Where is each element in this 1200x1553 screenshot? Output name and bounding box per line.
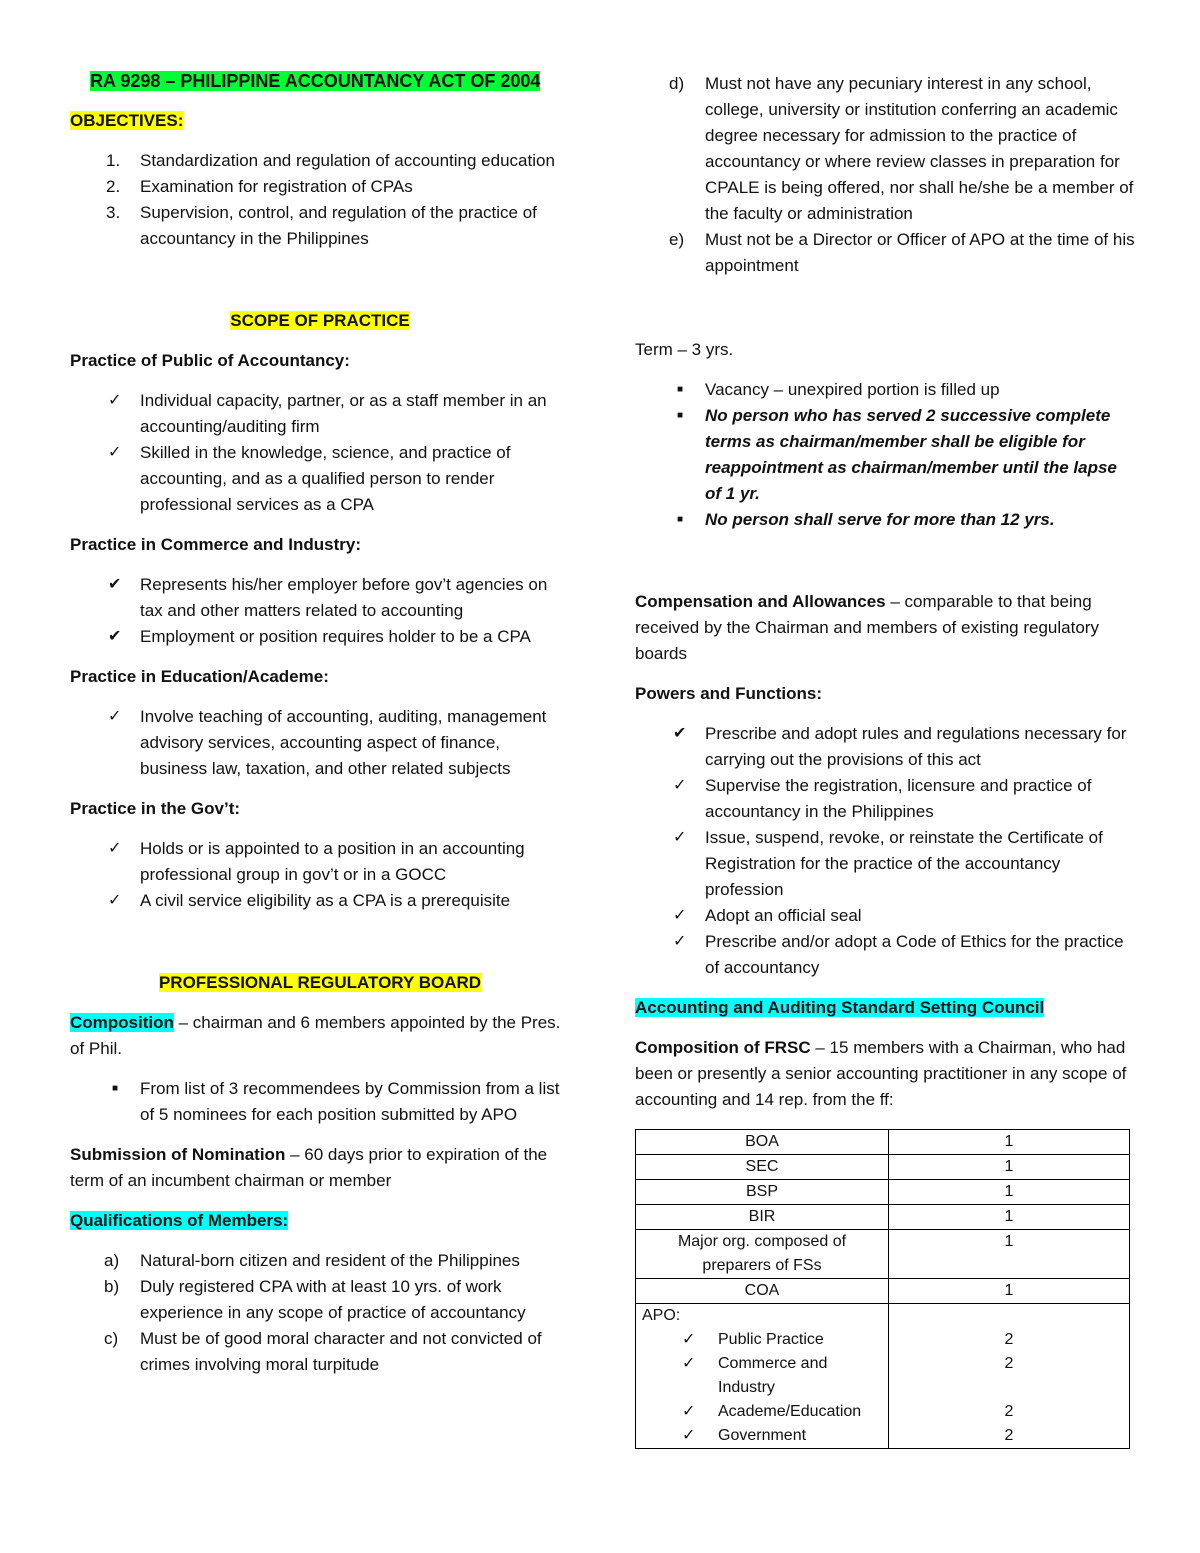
list-item: ■ No person shall serve for more than 12 yrs. — [635, 507, 1135, 533]
apo-count: 2 — [1004, 1427, 1014, 1444]
right-column — [635, 71, 1135, 1113]
list-item: ✓ Academe/Education — [642, 1400, 882, 1424]
square-bullet-icon: ■ — [677, 384, 684, 395]
list-item: ✓ Public Practice — [642, 1328, 882, 1352]
list-item: ✔ Represents his/her employer before gov’t agencies on tax and other matters related to accounting — [70, 572, 570, 624]
prb-heading: PROFESSIONAL REGULATORY BOARD — [158, 973, 482, 992]
term-list — [635, 377, 1135, 533]
check-mark-icon: ✓ — [682, 1355, 696, 1372]
aassc-heading: Accounting and Auditing Standard Setting Council — [635, 998, 1045, 1017]
check-mark-icon: ✓ — [108, 708, 122, 725]
commerce-practice-heading: Practice in Commerce and Industry: — [70, 535, 361, 554]
check-mark-icon: ✓ — [682, 1403, 696, 1420]
check-mark-icon: ✓ — [673, 829, 687, 846]
list-item: ■ Vacancy – unexpired portion is filled up — [635, 377, 1135, 403]
list-item: ■ No person who has served 2 successive complete terms as chairman/member shall be eligible for reappointment as chairman/member until the lapse of 1 yr. — [635, 403, 1135, 507]
term-heading: Term – 3 yrs. — [635, 340, 734, 359]
list-item: ✔ Prescribe and adopt rules and regulations necessary for carrying out the provisions of this act — [635, 721, 1135, 773]
table-row: BIR 1 — [636, 1205, 1130, 1230]
table-row: Major org. composed of preparers of FSs 1 — [636, 1230, 1130, 1279]
qualifications-list-a — [70, 1248, 570, 1378]
list-item: b) Duly registered CPA with at least 10 yrs. of work experience in any scope of practice of accountancy — [104, 1277, 526, 1322]
powers-heading: Powers and Functions: — [635, 684, 823, 703]
list-item: 2. Examination for registration of CPAs — [106, 177, 413, 196]
square-bullet-icon: ■ — [677, 514, 684, 525]
check-mark-icon: ✓ — [673, 907, 687, 924]
list-item: ✓ Involve teaching of accounting, auditing, management advisory services, accounting aspect of finance, business law, taxation, and other related subjects — [70, 704, 570, 782]
table-row — [636, 1304, 1130, 1449]
objectives-list — [70, 148, 570, 252]
check-mark-icon: ✔ — [108, 628, 122, 645]
check-mark-icon: ✓ — [682, 1427, 696, 1444]
objectives-heading: OBJECTIVES: — [70, 111, 184, 130]
frsc-table — [635, 1129, 1130, 1449]
check-mark-icon: ✓ — [673, 777, 687, 794]
list-item: a) Natural-born citizen and resident of the Philippines — [104, 1251, 520, 1270]
qualifications-heading: Qualifications of Members: — [70, 1211, 289, 1230]
list-item: ✓ Adopt an official seal — [635, 903, 1135, 929]
table-row: BSP 1 — [636, 1180, 1130, 1205]
prb-nomination: Submission of Nomination – 60 days prior to expiration of the term of an incumbent chairman or member — [70, 1145, 548, 1190]
prb-composition-list — [70, 1076, 570, 1128]
list-item: ✔ Employment or position requires holder to be a CPA — [70, 624, 570, 650]
powers-list — [635, 721, 1135, 981]
apo-list — [642, 1328, 882, 1448]
left-column — [70, 68, 570, 1378]
check-mark-icon: ✓ — [108, 892, 122, 909]
frsc-composition: Composition of FRSC – 15 members with a Chairman, who had been or presently a senior accounting practitioner in any scope of accounting and 14 rep. from the ff: — [635, 1038, 1127, 1109]
prb-composition: Composition – chairman and 6 members appointed by the Pres. of Phil. — [70, 1013, 561, 1058]
apo-count: 2 — [1004, 1403, 1014, 1420]
table-row: SEC 1 — [636, 1155, 1130, 1180]
table-row: COA 1 — [636, 1279, 1130, 1304]
list-item: ✓ Holds or is appointed to a position in an accounting professional group in gov’t or in a GOCC — [70, 836, 570, 888]
list-item: ✓ Individual capacity, partner, or as a staff member in an accounting/auditing firm — [70, 388, 570, 440]
government-practice-list — [70, 836, 570, 914]
list-item: 1. Standardization and regulation of accounting education — [106, 151, 555, 170]
government-practice-heading: Practice in the Gov’t: — [70, 799, 241, 818]
apo-label: APO: — [642, 1307, 681, 1324]
list-item: ✓ Commerce and Industry — [642, 1352, 882, 1400]
check-mark-icon: ✓ — [108, 392, 122, 409]
list-item: ■ From list of 3 recommendees by Commission from a list of 5 nominees for each position submitted by APO — [70, 1076, 570, 1128]
education-practice-list — [70, 704, 570, 782]
list-item: ✓ Issue, suspend, revoke, or reinstate the Certificate of Registration for the practice of the accountancy profession — [635, 825, 1135, 903]
list-item: 3. Supervision, control, and regulation of the practice of accountancy in the Philippines — [106, 203, 537, 248]
check-mark-icon: ✓ — [108, 840, 122, 857]
list-item: ✓ Skilled in the knowledge, science, and practice of accounting, and as a qualified person to render professional services as a CPA — [70, 440, 570, 518]
apo-count: 2 — [1004, 1331, 1014, 1348]
square-bullet-icon: ■ — [677, 410, 684, 421]
check-mark-icon: ✔ — [673, 725, 687, 742]
check-mark-icon: ✓ — [682, 1331, 696, 1348]
education-practice-heading: Practice in Education/Academe: — [70, 667, 329, 686]
commerce-practice-list — [70, 572, 570, 650]
square-bullet-icon: ■ — [112, 1083, 119, 1094]
compensation: Compensation and Allowances – comparable to that being received by the Chairman and members of existing regulatory boards — [635, 592, 1099, 663]
list-item: c) Must be of good moral character and not convicted of crimes involving moral turpitude — [104, 1329, 542, 1374]
apo-count: 2 — [1004, 1355, 1014, 1372]
table-row: BOA 1 — [636, 1130, 1130, 1155]
document-title: RA 9298 – PHILIPPINE ACCOUNTANCY ACT OF 2004 — [90, 71, 541, 91]
check-mark-icon: ✔ — [108, 576, 122, 593]
list-item: ✓ Government — [642, 1424, 882, 1448]
check-mark-icon: ✓ — [108, 444, 122, 461]
list-item: ✓ A civil service eligibility as a CPA is a prerequisite — [70, 888, 570, 914]
list-item: d) Must not have any pecuniary interest in any school, college, university or institution conferring an academic degree necessary for admission to the practice of accountancy or where review classes in preparation for CPALE is being offered, nor shall he/she be a member of the faculty or administration — [669, 74, 1134, 223]
check-mark-icon: ✓ — [673, 933, 687, 950]
list-item: ✓ Supervise the registration, licensure and practice of accountancy in the Philippines — [635, 773, 1135, 825]
public-practice-heading: Practice of Public of Accountancy: — [70, 351, 350, 370]
public-practice-list — [70, 388, 570, 518]
scope-heading: SCOPE OF PRACTICE — [230, 311, 410, 330]
qualifications-list-b — [635, 71, 1135, 279]
list-item: e) Must not be a Director or Officer of APO at the time of his appointment — [669, 230, 1135, 275]
list-item: ✓ Prescribe and/or adopt a Code of Ethics for the practice of accountancy — [635, 929, 1135, 981]
